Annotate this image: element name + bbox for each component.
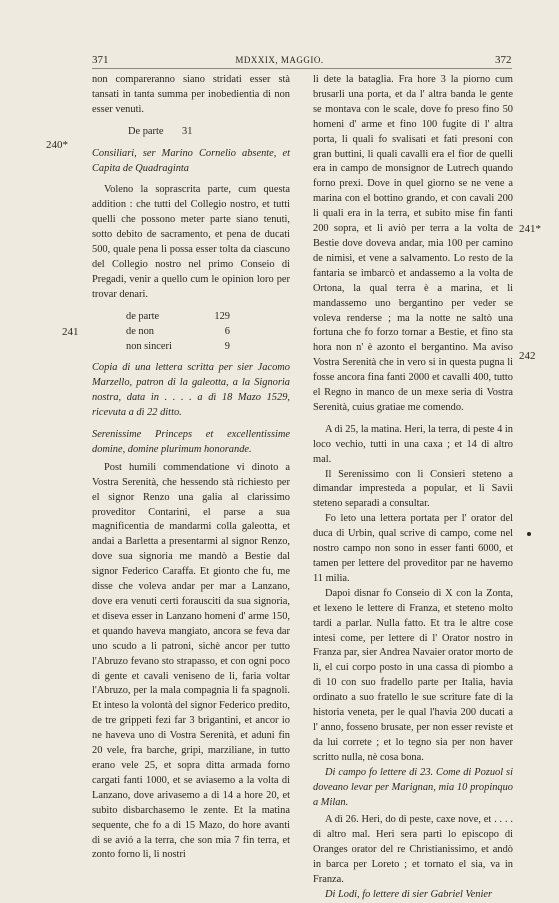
letter-salutation: Serenissime Princeps et excellentissime domine, domine plurimum honorande. (92, 429, 290, 455)
vote-label: De parte (128, 125, 164, 137)
margin-number-241-right: 241* (519, 223, 541, 235)
paragraph: Dapoi disnar fo Conseio di X con la Zonta, et lexeno le lettere di Franza, et steteno molto tardi a parlar. Nulla fatto. Et tra le altre cose intesi come, per lettere di l' Orator nostro in Franza par, sier Andrea Navaier orator morto de lì, el cui corpo posto in una cassa di piombo a dì 10 con suo fradello parte per Italia, havia ordinato a suo fratello le sue scriture fate di la historia veneta, per le qual l'havia 200 ducati a l' anno, fosseno brusate, per non esser reviste et da lui correte ; et lo tegno sia per non haver scritto nulla, nè cosa bona. (313, 587, 513, 763)
left-page-number: 371 (92, 54, 109, 66)
paragraph: non compareranno siano stridati esser stà tansati in tanta summa per inobedientia di non esser venuti. (92, 74, 290, 115)
margin-number-242: 242 (519, 350, 536, 362)
vote-count: 9 (224, 340, 230, 352)
vote-line (92, 325, 290, 340)
vote-count: 129 (214, 310, 230, 322)
vote-label: non sinceri (126, 340, 172, 352)
section-heading: Consiliari, ser Marino Cornelio absente, et Capita de Quadraginta (92, 147, 290, 174)
vote-count: 31 (182, 125, 193, 137)
header-rule (92, 68, 512, 69)
vote-line (92, 125, 290, 140)
vote-line (92, 310, 290, 325)
left-column (92, 73, 290, 863)
letter-heading: Copia di una lettera scritta per sier Jacomo Marzello, patron di la galeotta, a la Signoria nostra, data in . . . . a dì 18 Mazo 1529, ricevuta a dì 22 ditto. (92, 362, 290, 419)
vote-count: 6 (224, 325, 230, 337)
letter-body: Post humili commendatione vi dinoto a Vostra Serenità, che hessendo stà richiesto per el signor Renzo una galia al clarissimo proveditor Contarini, el parse a sua magnificentia de mandarmi colla galeotta, et andai a Barletta a presentarmi al signor Renzo, dove sua signoria me mandò a Bestie dal signor Federico Caraffa. Et gionto che fu, me disse che voleva andar per mar a Lanzano, dove era venuti certi forausciti da sua signoria, et diseva esser in Lanzano homeni d' arme 150, et quando haveva mangiato, ancora se feva dar uno scudo a li patroni, sichè ancor per tutto l'Abruzo fevano sto strapasso, et con ogni poco di gente et cavali veniseno de li, faria voltar l'Abruzo, per la mala compagnia li fa spagnoli. Et inteso la volontà del signor Federico predito, de tre grippeti fezi far 3 brigantini, et ancor io ne haveva uno di Vostra Serenità, et aduni fin 20 vele, fra barche, gripi, marziliane, in tutto erano vele 25, et sopra ditta armada forno cargati fanti 1000, et se aviasemo a la volta di Lanzano, dove arivasemo a di 14 a hore 20, et subito disbarchasemo le zente. Et la matina sequente, che fo a di 15 Mazo, do hore avanti di se avió a la terra, che son mia 7 fin terra, et zonto forno li, li nostri (92, 461, 290, 861)
vote-line (92, 340, 290, 355)
dated-entry: A dì 25, la matina. Heri, la terra, di peste 4 in loco vechio, tutti in una caxa ; et 14 di altro mal. (313, 423, 513, 465)
ink-mark (527, 532, 531, 536)
vote-label: de parte (126, 310, 160, 322)
letter-body-continued: li dete la bataglia. Fra hore 3 la piorno cum brusarli una porta, et da l' altra banda le gente se montava con le scale, dove fo preso fino 50 homeni d' arme et fino 100 fugite di l' altra porta, li quali fo svalisati et fati presoni con gran buttini, li quali cavalli era el fior de quelli era in campo de monsignor de Lutrech quando forno prexi. Dove in quel giorno se ne vene a marina con el bottino grando, et con cavali 200 li quali era in la terra, et subito mise fin fanti 200 sopra, et li aviò per terra a la volta de Bestie dove doveva andar, mia 100 per camino de nimisi, et vene a salvamento. Lo resto de la fantaria se imbarcò et andassemo a la volta de Ortona, la qual terra è a marina, et li mandassemo uno bergantino per veder se voleva renderse ; ma la notte ne saltò una fortuna che fo forzo tornar a Bestie, et fino sta hora non n' è azonto el bergantino. Ma aviso Vostra Serenità che in vero si in questa pugna li fosse ancora fina fanti 2000 et cavalli 400, tutto el Regno in manco de un mexe seria di Vostra Serenità, cuius gratiae me comendo. (313, 74, 513, 413)
margin-number-240: 240* (46, 139, 68, 151)
right-column (313, 73, 513, 903)
paragraph: Fo leto una lettera portata per l' orator del duca di Urbin, qual scrive di campo, come nel nostro campo non sono in esser fanti 6000, et tamen per lettere del proveditor par ne havemo 11 milia. (313, 513, 513, 584)
paragraph: Voleno la soprascrita parte, cum questa addition : che tutti del Collegio nostro, et tutti quelli che possono meter parte siano tenuti, sotto debito de sacramento, et pena de ducati 500, quale pena li possa esser tolta da ciascuno del Collegio nostro nel primo Conseio di Pregadi, venir a quello cum le opinion loro per trovar denari. (92, 184, 290, 300)
right-page-number: 372 (495, 54, 512, 66)
dated-entry: Di campo fo lettere di 23. Come di Pozuol si doveano levar per Marignan, mia 10 propinquo a Milan. (313, 766, 513, 808)
running-header: MDXXIX, MAGGIO. (235, 55, 324, 65)
paragraph: Il Serenissimo con li Consieri steteno a dimandar impresteda a popular, et li Savii steteno separadi a consultar. (313, 468, 513, 510)
dated-entry: A dì 26. Heri, do di peste, caxe nove, et . . . . di altro mal. Heri sera partì lo episcopo di Oranges orator del re Christianissimo, et andò in barca per Loreto ; et tornato el sia, va in Franza. (313, 814, 513, 886)
vote-label: de non (126, 325, 154, 337)
margin-number-241-left: 241 (62, 326, 79, 338)
dated-entry: Di Lodi, fo lettere di sier Gabriel Venier (325, 888, 492, 900)
